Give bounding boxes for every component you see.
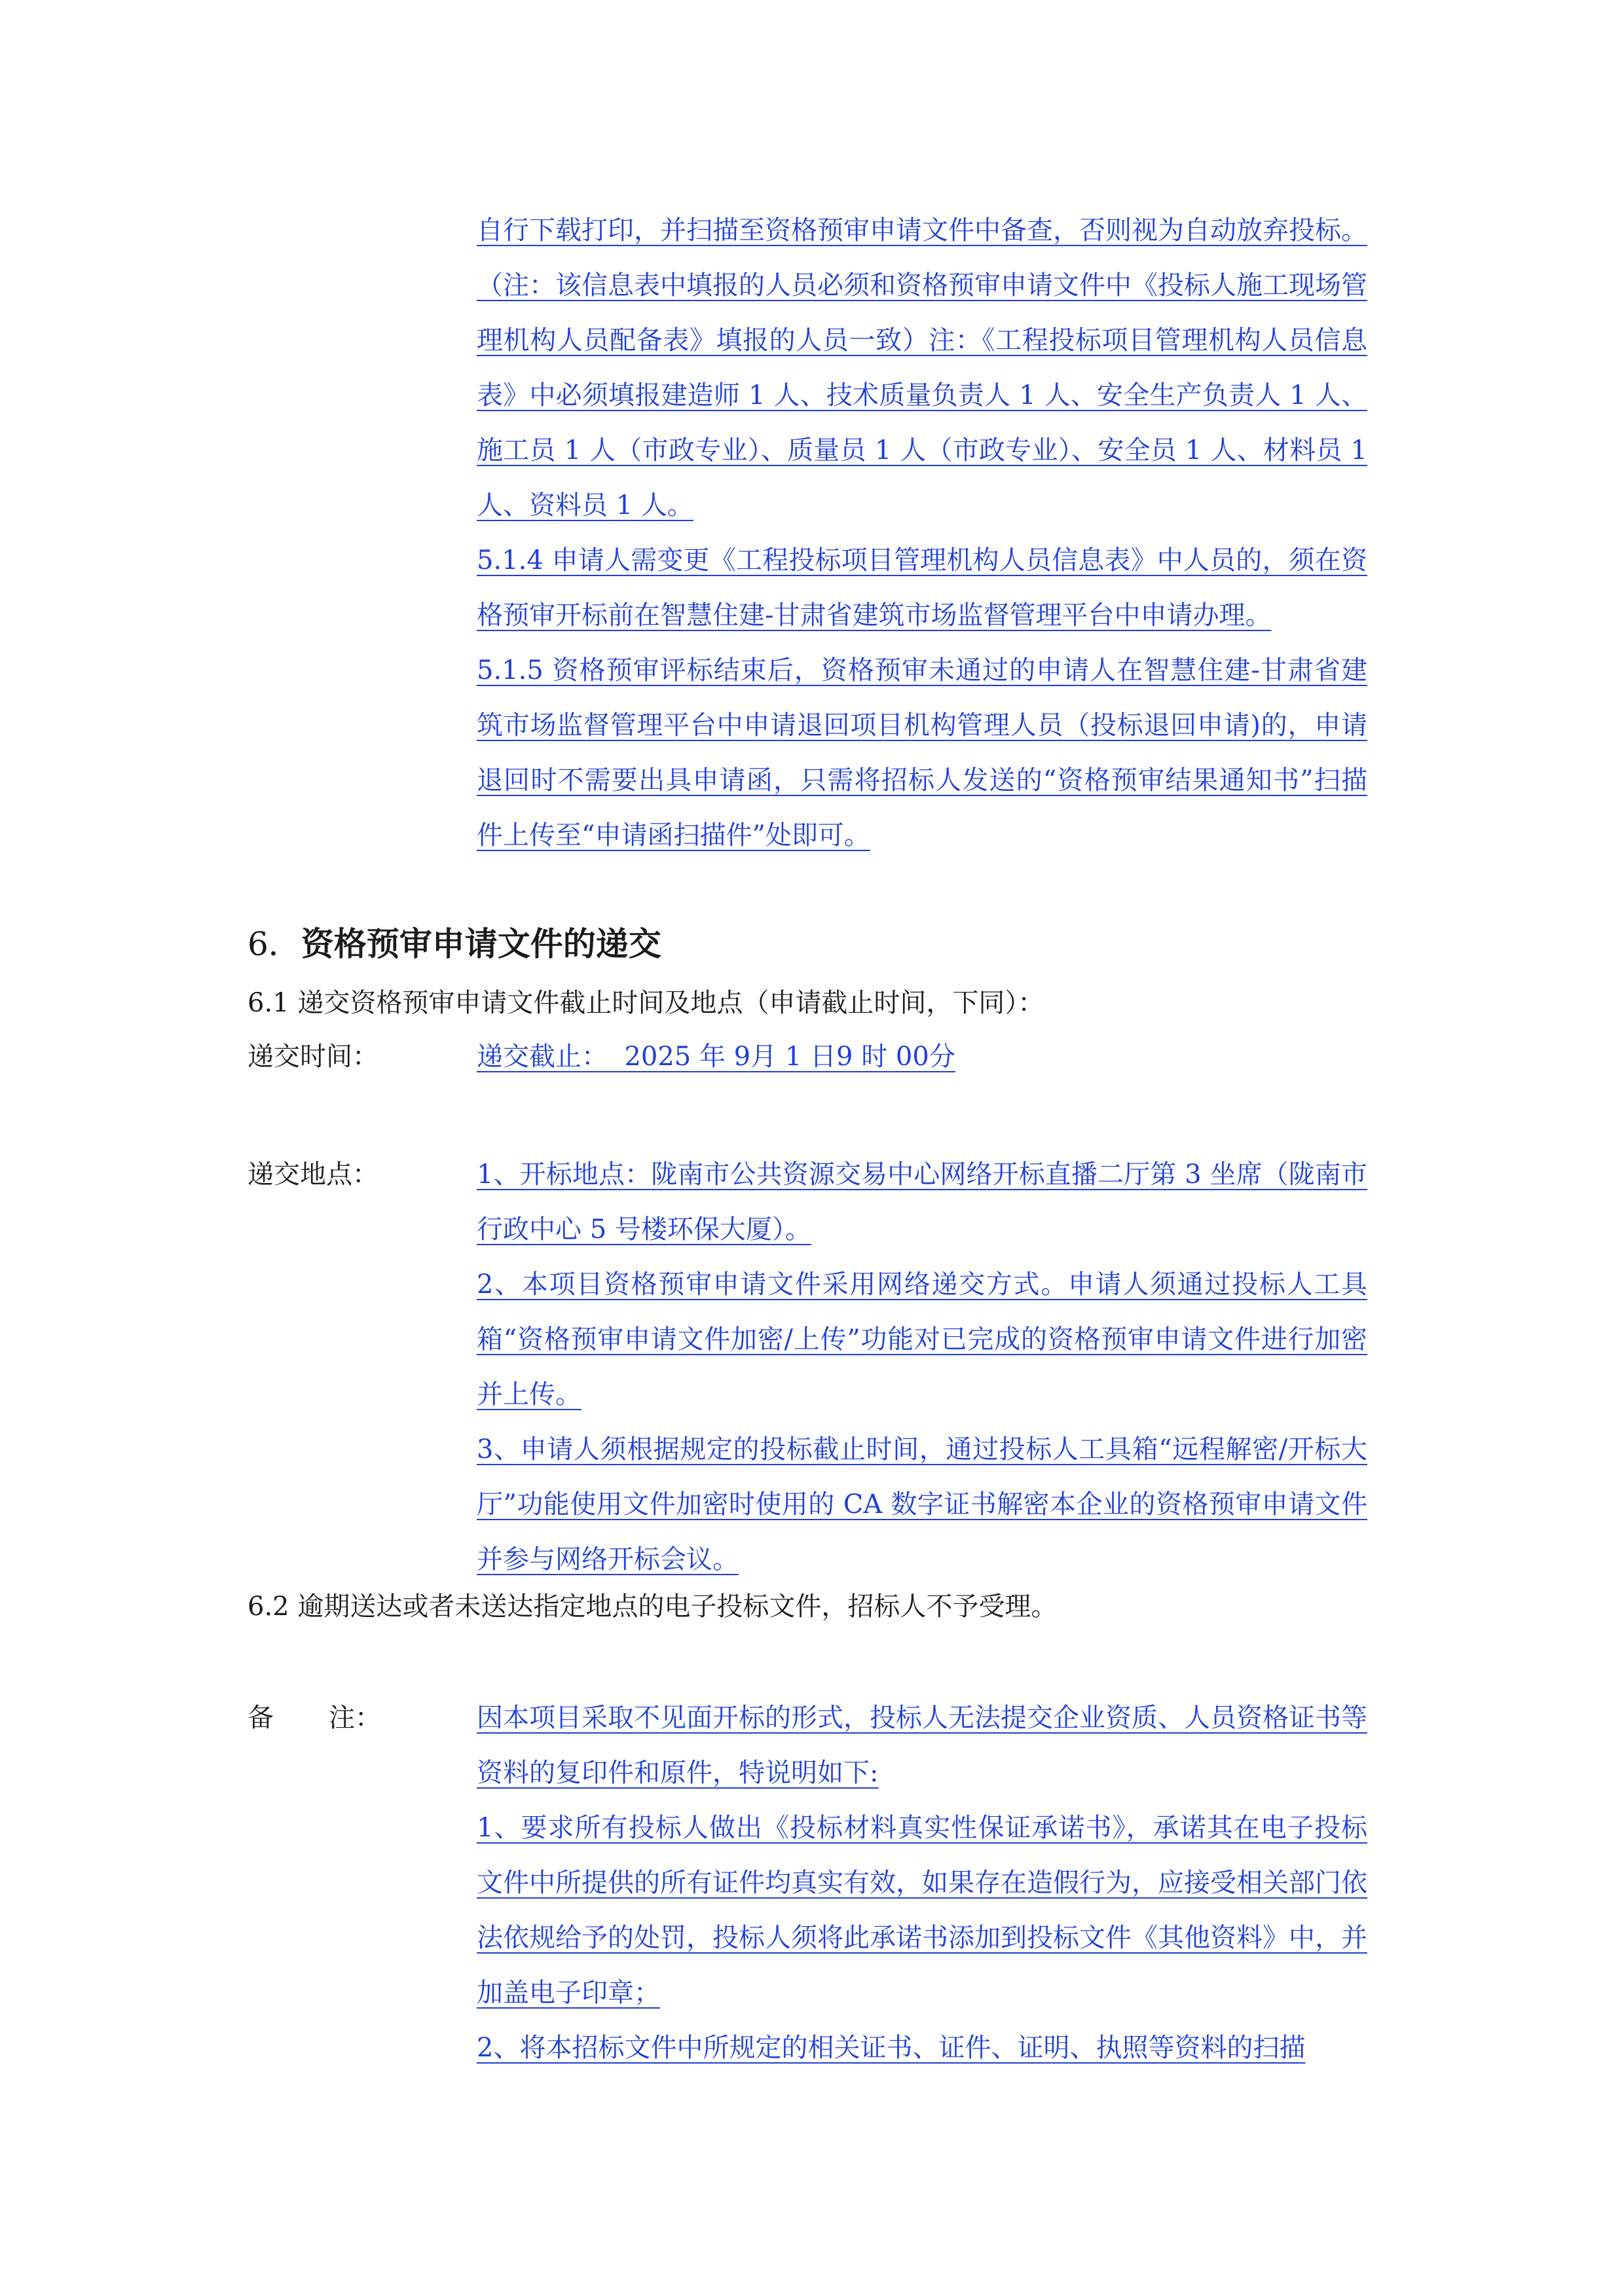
clause-6-2: 6.2 逾期送达或者未送达指定地点的电子投标文件，招标人不予受理。 — [248, 1592, 1058, 1622]
section-6-number: 6． — [248, 925, 301, 963]
deadline-month-unit: 月 — [750, 1042, 777, 1072]
deadline-year-unit: 年 — [699, 1042, 726, 1072]
deadline-hour[interactable]: 9 — [836, 1042, 853, 1072]
remark-item-2[interactable]: 2、将本招标文件中所规定的相关证书、证件、证明、执照等资料的扫描 — [477, 2033, 1306, 2063]
place-item-1[interactable]: 1、开标地点：陇南市公共资源交易中心网络开标直播二厅第 3 坐席（陇南市行政中心 5 号楼环保大厦）。 — [477, 1159, 1367, 1245]
remark-label-a: 备 — [248, 1703, 274, 1733]
remark-label-b: 注： — [329, 1703, 381, 1733]
place-item-3[interactable]: 3、申请人须根据规定的投标截止时间，通过投标人工具箱“远程解密/开标大厅”功能使用文件加密时使用的 CA 数字证书解密本企业的资格预审申请文件并参与网络开标会议。 — [477, 1434, 1367, 1575]
deadline-minute-unit: 分 — [929, 1042, 955, 1072]
submission-place-list — [477, 1147, 1367, 1587]
section-6-heading — [248, 917, 661, 972]
remark-intro[interactable]: 因本项目采取不见面开标的形式，投标人无法提交企业资质、人员资格证书等资料的复印件和原件，特说明如下: — [477, 1703, 1367, 1788]
personnel-info-note[interactable]: 自行下载打印，并扫描至资格预审申请文件中备查，否则视为自动放弃投标。（注：该信息表中填报的人员必须和资格预审申请文件中《投标人施工现场管理机构人员配备表》填报的人员一致）注：《工程投标项目管理机构人员信息表》中必须填报建造师 1 人、技术质量负责人 1 人、安全生产负责人 1 人、施工员 1 人（市政专业）、质量员 1 人（市政专业）、安全员 1 人、材料员 1 人、资料员 1 人。 — [477, 215, 1367, 520]
remark-label — [248, 1690, 381, 1745]
section5-continuation — [477, 203, 1367, 863]
deadline-day[interactable]: 1 — [784, 1042, 802, 1072]
clause-5-1-4[interactable]: 5.1.4 申请人需变更《工程投标项目管理机构人员信息表》中人员的，须在资格预审开标前在智慧住建-甘肃省建筑市场监督管理平台中申请办理。 — [477, 545, 1367, 630]
section-6-title: 资格预审申请文件的递交 — [301, 925, 661, 963]
submission-time-label: 递交时间： — [248, 1042, 378, 1072]
remark-list — [477, 1690, 1367, 2075]
submission-place-label: 递交地点： — [248, 1159, 378, 1190]
remark-item-1[interactable]: 1、要求所有投标人做出《投标材料真实性保证承诺书》，承诺其在电子投标文件中所提供的所有证件均真实有效，如果存在造假行为，应接受相关部门依法依规给予的处罚，投标人须将此承诺书添加到投标文件《其他资料》中，并加盖电子印章； — [477, 1813, 1367, 2008]
deadline-day-unit: 日 — [810, 1042, 837, 1072]
deadline-year[interactable]: 2025 — [624, 1042, 692, 1072]
deadline-month[interactable]: 9 — [733, 1042, 751, 1072]
clause-5-1-5[interactable]: 5.1.5 资格预审评标结束后，资格预审未通过的申请人在智慧住建-甘肃省建筑市场监督管理平台中申请退回项目机构管理人员（投标退回申请)的，申请退回时不需要出具申请函，只需将招标人发送的“资格预审结果通知书”扫描件上传至“申请函扫描件”处即可。 — [477, 655, 1367, 850]
deadline-hour-unit: 时 — [861, 1042, 888, 1072]
submission-deadline — [477, 1029, 955, 1084]
clause-6-1: 6.1 递交资格预审申请文件截止时间及地点（申请截止时间，下同）： — [248, 988, 1044, 1018]
place-item-2[interactable]: 2、本项目资格预审申请文件采用网络递交方式。申请人须通过投标人工具箱“资格预审申请文件加密/上传”功能对已完成的资格预审申请文件进行加密并上传。 — [477, 1269, 1367, 1410]
deadline-prefix[interactable]: 递交截止： — [477, 1042, 608, 1072]
deadline-minute[interactable]: 00 — [895, 1042, 929, 1072]
